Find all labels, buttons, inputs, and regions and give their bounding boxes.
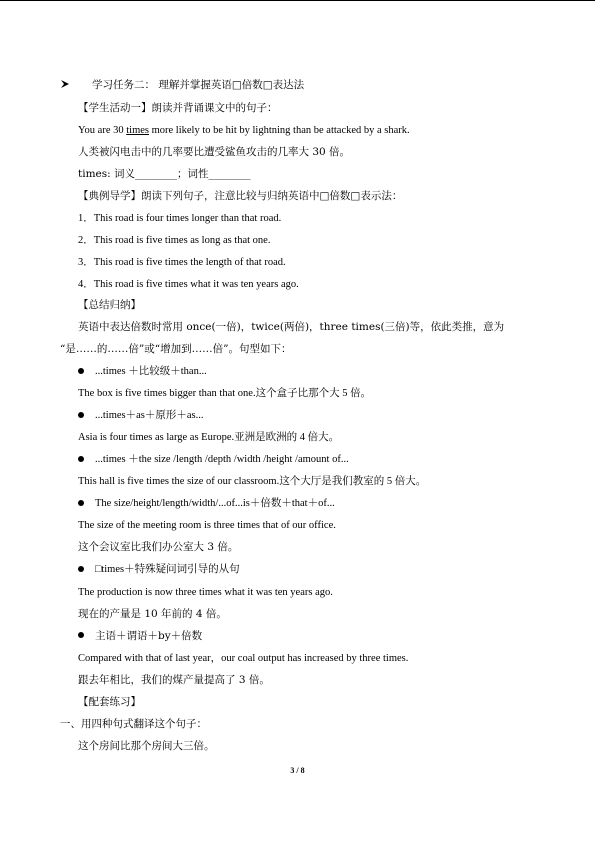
arrow-bullet-icon bbox=[60, 79, 70, 89]
bullet-icon bbox=[78, 456, 84, 462]
guide-label: 【典例导学】朗读下列句子，注意比较与归纳英语中□倍数□表示法： bbox=[78, 190, 403, 202]
guide-item-1: 1．This road is four times longer than that road. bbox=[78, 213, 282, 224]
pattern-2-text: ...times＋as＋原形＋as... bbox=[95, 410, 204, 421]
bullet-icon bbox=[78, 500, 84, 506]
pattern-2 bbox=[78, 409, 204, 422]
pattern-3-text: ...times ＋the size /length /depth /width /height /amount of... bbox=[95, 454, 349, 465]
pattern-3-example: This hall is five times the size of our classroom.这个大厅是我们教室的 5 倍大。 bbox=[78, 476, 427, 487]
top-rule bbox=[0, 0, 595, 1]
guide-item-3: 3．This road is five times the length of that road. bbox=[78, 257, 286, 268]
activity1-example bbox=[78, 124, 410, 137]
task-heading-text: 学习任务二： 理解并掌握英语□倍数□表达法 bbox=[92, 79, 305, 91]
pattern-4 bbox=[78, 497, 335, 510]
summary-intro-line2: “是……的……倍”或“增加到……倍”。句型如下： bbox=[60, 343, 292, 355]
pattern-1 bbox=[78, 365, 207, 378]
summary-intro-line1: 英语中表达倍数时常用 once(一倍)，twice(两倍)，three times(三倍)等，依此类推，意为 bbox=[78, 321, 505, 333]
pattern-5-text: □times＋特殊疑问词引导的从句 bbox=[95, 564, 240, 575]
activity1-example-before: You are 30 bbox=[78, 125, 127, 136]
pattern-5-example: The production is now three times what it was ten years ago. bbox=[78, 587, 333, 598]
pattern-3 bbox=[78, 453, 349, 466]
pattern-4-translation: 这个会议室比我们办公室大 3 倍。 bbox=[78, 541, 239, 553]
summary-label: 【总结归纳】 bbox=[78, 299, 141, 311]
page-number: 3 / 8 bbox=[290, 766, 305, 775]
activity1-translation: 人类被闪电击中的几率要比遭受鲨鱼攻击的几率大 30 倍。 bbox=[78, 146, 351, 158]
activity1-label: 【学生活动一】朗读并背诵课文中的句子： bbox=[78, 102, 278, 114]
practice-question-1-sentence: 这个房间比那个房间大三倍。 bbox=[78, 740, 215, 752]
activity1-example-word: times bbox=[126, 125, 149, 136]
guide-item-2: 2．This road is five times as long as that one. bbox=[78, 235, 271, 246]
bullet-icon bbox=[78, 632, 84, 638]
bullet-icon bbox=[78, 566, 84, 572]
pattern-4-text: The size/height/length/width/...of...is＋倍数＋that＋of... bbox=[95, 498, 335, 509]
pattern-6 bbox=[78, 630, 202, 643]
practice-label: 【配套练习】 bbox=[78, 696, 141, 708]
practice-question-1: 一、用四种句式翻译这个句子： bbox=[60, 718, 207, 730]
pattern-1-text: ...times ＋比较级＋than... bbox=[95, 366, 207, 377]
pattern-6-text: 主语＋谓语＋by＋倍数 bbox=[95, 630, 203, 642]
activity1-blank-line: times: 词义________；词性________ bbox=[78, 168, 251, 180]
bullet-icon bbox=[78, 368, 84, 374]
pattern-5 bbox=[78, 563, 240, 576]
pattern-2-example: Asia is four times as large as Europe.亚洲是欧洲的 4 倍大。 bbox=[78, 432, 340, 443]
pattern-6-translation: 跟去年相比，我们的煤产量提高了 3 倍。 bbox=[78, 674, 270, 686]
pattern-1-example: The box is five times bigger than that one.这个盒子比那个大 5 倍。 bbox=[78, 388, 372, 399]
guide-item-4: 4．This road is five times what it was ten years ago. bbox=[78, 279, 299, 290]
pattern-5-translation: 现在的产量是 10 年前的 4 倍。 bbox=[78, 608, 227, 620]
task-heading bbox=[60, 79, 304, 92]
activity1-example-after: more likely to be hit by lightning than be attacked by a shark. bbox=[148, 125, 410, 136]
pattern-6-example: Compared with that of last year，our coal output has increased by three times. bbox=[78, 653, 409, 664]
bullet-icon bbox=[78, 412, 84, 418]
pattern-4-example: The size of the meeting room is three times that of our office. bbox=[78, 520, 336, 531]
